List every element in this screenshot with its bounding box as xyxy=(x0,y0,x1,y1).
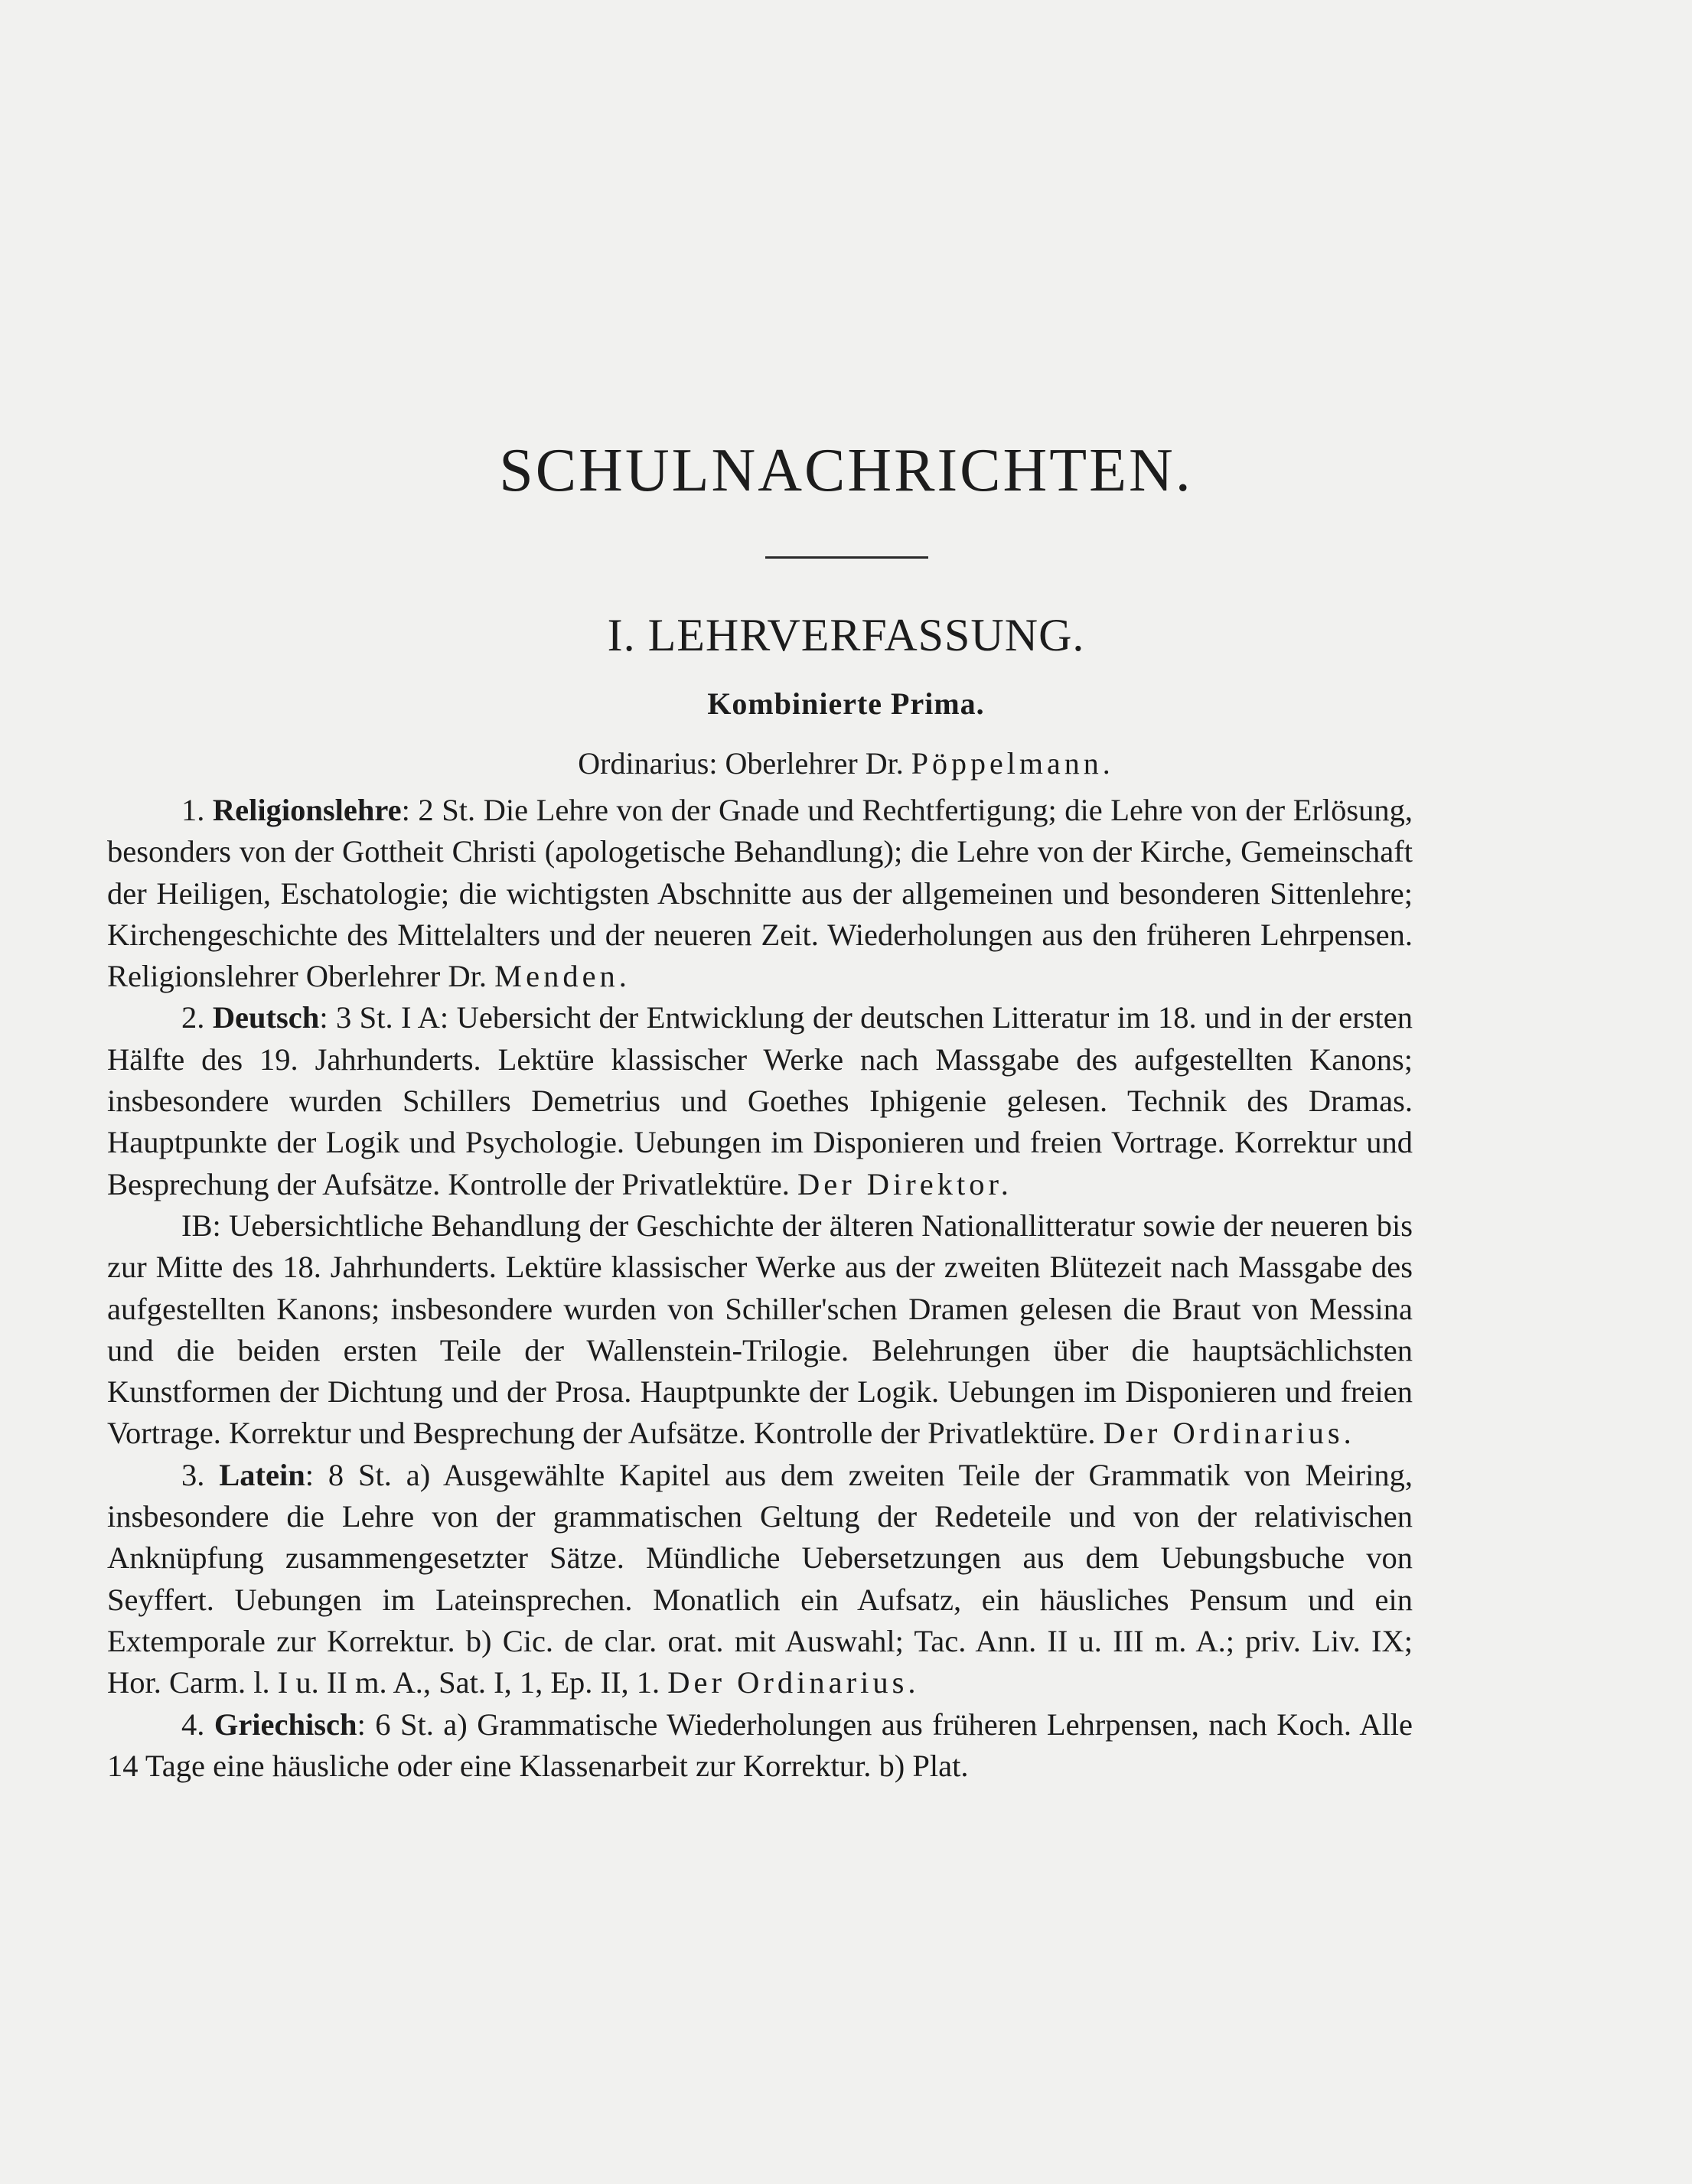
paragraph-text: : 6 St. a) Grammatische Wiederholungen aus früheren Lehrpensen, nach Koch. Alle 14 Tage eine häusliche oder eine Klassenarbeit zur Korrektur. b) Plat. xyxy=(107,1706,1413,1783)
main-title: SCHULNACHRICHTEN. xyxy=(499,437,1193,504)
title-divider xyxy=(765,556,928,559)
paragraph-number: 3. xyxy=(181,1457,205,1492)
ordinarius-line xyxy=(0,748,1692,779)
subject-label: Deutsch xyxy=(212,1000,320,1035)
teacher-name: Der Direktor. xyxy=(797,1166,1012,1201)
paragraph-text: : 2 St. Die Lehre von der Gnade und Rechtfertigung; die Lehre von der Erlösung, besonders von der Gottheit Christi (apologetische Behandlung); die Lehre von der Kirche, Gemeinschaft der Heiligen, Eschatologie; die wichtigsten Abschnitte aus der allgemeinen und besonderen Sittenlehre; Kirchengeschichte des Mittelalters und der neueren Zeit. Wiederholungen aus den früheren Lehrpensen. Religionslehrer Oberlehrer Dr. xyxy=(107,793,1413,994)
paragraph-griechisch xyxy=(107,1704,1413,1788)
subject-label: Griechisch xyxy=(214,1706,357,1742)
paragraph-number: 2. xyxy=(181,1000,205,1035)
ordinarius-name: Pöppelmann. xyxy=(911,746,1114,781)
paragraph-number: 4. xyxy=(181,1706,205,1742)
subject-label: Religionslehre xyxy=(212,793,402,827)
teacher-name: Der Ordinarius. xyxy=(667,1665,920,1700)
paragraph-text: : 8 St. a) Ausgewählte Kapitel aus dem zweiten Teile der Grammatik von Meiring, insbesondere die Lehre von der grammatischen Geltung der Redeteile und von der relativischen Anknüpfung zusammengesetzter Sätze. Mündliche Uebersetzungen aus dem Uebungsbuche von Seyffert. Uebungen im Lateinsprechen. Monatlich ein Aufsatz, ein häusliches Pensum und ein Extemporale zur Korrektur. b) Cic. de clar. orat. mit Auswahl; Tac. Ann. II u. III m. A.; priv. Liv. IX; Hor. Carm. l. I u. II m. A., Sat. I, 1, Ep. II, 1. xyxy=(107,1457,1413,1700)
paragraph-text: IB: Uebersichtliche Behandlung der Geschichte der älteren Nationallitteratur sowie der neueren bis zur Mitte des 18. Jahrhunderts. Lektüre klassischer Werke aus der zweiten Blütezeit nach Massgabe des aufgestellten Kanons; insbesondere wurden von Schiller'schen Dramen gelesen die Braut von Messina und die beiden ersten Teile der Wallenstein-Trilogie. Belehrungen über die hauptsächlichsten Kunstformen der Dichtung und der Prosa. Hauptpunkte der Logik. Uebungen im Disponieren und freien Vortrage. Korrektur und Besprechung der Aufsätze. Kontrolle der Privatlektüre. xyxy=(107,1208,1413,1451)
subject-label: Latein xyxy=(219,1457,305,1492)
paragraph-deutsch-ib xyxy=(107,1205,1413,1455)
paragraph-number: 1. xyxy=(181,793,205,827)
paragraph-deutsch xyxy=(107,997,1413,1204)
paragraph-text: : 3 St. I A: Uebersicht der Entwicklung der deutschen Litteratur im 18. und in der ersten Hälfte des 19. Jahrhunderts. Lektüre klassischer Werke nach Massgabe des aufgestellten Kanons; insbesondere wurden Schillers Demetrius und Goethes Iphigenie gelesen. Technik des Dramas. Hauptpunkte der Logik und Psychologie. Uebungen im Disponieren und freien Vortrage. Korrektur und Besprechung der Aufsätze. Kontrolle der Privatlektüre. xyxy=(107,1000,1413,1201)
teacher-name: Der Ordinarius. xyxy=(1103,1416,1355,1451)
class-heading: Kombinierte Prima. xyxy=(707,686,985,721)
paragraph-latein xyxy=(107,1455,1413,1704)
section-heading: I. LEHRVERFASSUNG. xyxy=(607,610,1085,660)
paragraph-religion xyxy=(107,790,1413,997)
teacher-name: Menden. xyxy=(494,959,631,994)
body-text xyxy=(107,790,1413,1787)
ordinarius-prefix: Ordinarius: Oberlehrer Dr. xyxy=(578,746,911,781)
